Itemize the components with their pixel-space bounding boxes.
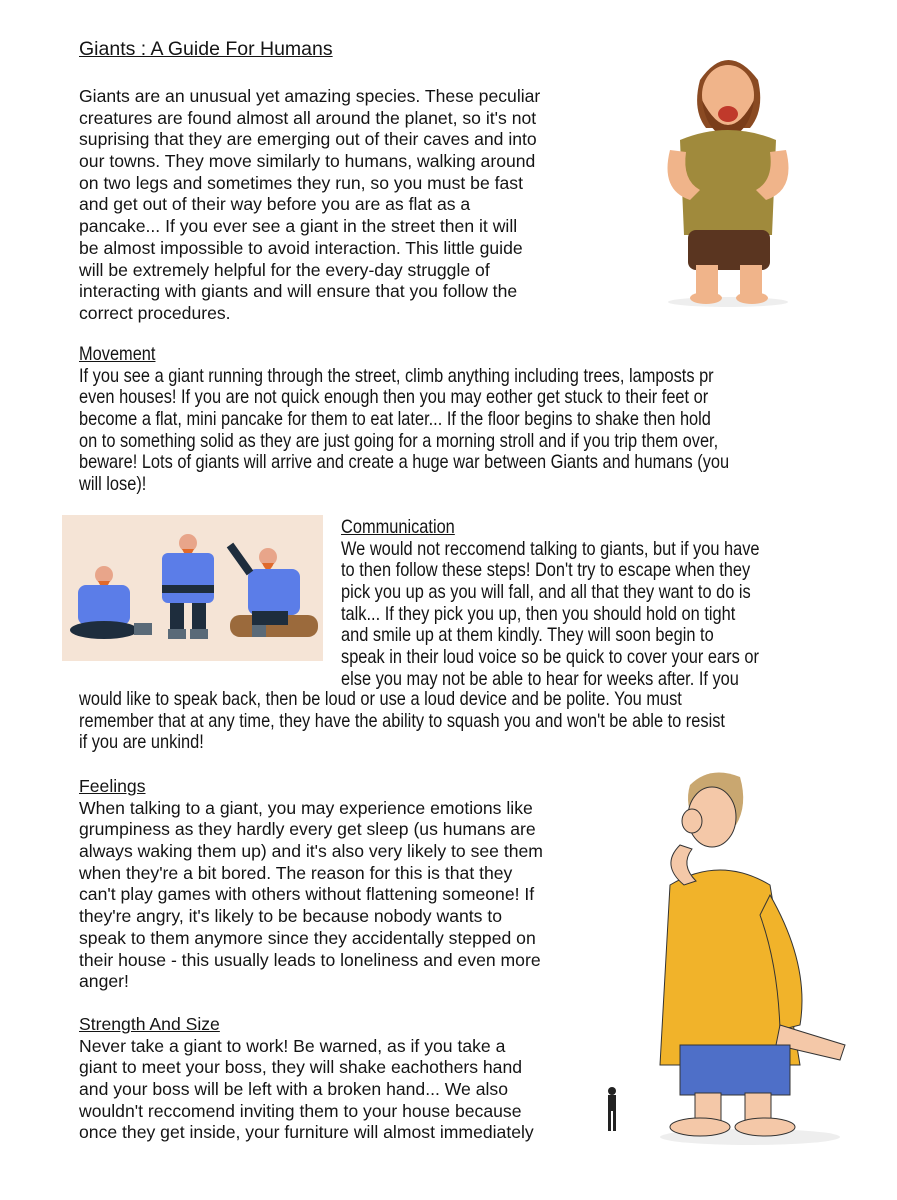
strength-heading: Strength And Size [79, 1014, 220, 1034]
text-line: when they're a bit bored. The reason for this is that they [79, 862, 513, 883]
text-line: and your boss will be left with a broken hand... We also [79, 1079, 509, 1100]
text-line: speak in their loud voice so be quick to cover your ears or [341, 646, 759, 669]
text-line: pancake... If you ever see a giant in the street then it will [79, 216, 518, 237]
text-line: anger! [79, 971, 129, 992]
text-line: and smile up at them kindly. They will soon begin to [341, 624, 714, 647]
movement-section [79, 344, 853, 496]
text-line: on to something solid as they are just going for a morning stroll and if you trip them over, [79, 429, 719, 452]
text-line: talk... If they pick you up, then you should hold on tight [341, 602, 736, 625]
text-line: giant to meet your boss, they will shake eachothers hand [79, 1057, 523, 1078]
text-line: If you see a giant running through the street, climb anything including trees, lamposts pr [79, 364, 714, 387]
text-line: always waking them up) and it's also very likely to see them [79, 841, 543, 862]
text-line: our towns. They move similarly to humans, walking around [79, 151, 536, 172]
intro-paragraph [79, 86, 540, 325]
text-line: When talking to a giant, you may experience emotions like [79, 797, 533, 818]
text-line: will lose)! [79, 473, 147, 496]
text-line: would like to speak back, then be loud or use a loud device and be polite. You must [79, 688, 682, 710]
text-line: speak to them anymore since they accidentally stepped on [79, 927, 536, 948]
text-line: even houses! If you are not quick enough then you may eother get stuck to their feet or [79, 386, 709, 409]
text-line: on two legs and sometimes they run, so you must be fast [79, 172, 523, 193]
text-line: else you may not be able to hear for weeks after. If you [341, 667, 739, 690]
three-giants-illustration [62, 515, 323, 661]
text-line: to then follow these steps! Don't try to escape when they [341, 559, 751, 582]
feelings-section [79, 776, 543, 993]
text-line: become a flat, mini pancake for them to eat later... If the floor begins to shake then hold [79, 408, 711, 431]
text-line: pick you up as you will fall, and all that they want to do is [341, 581, 751, 604]
tiny-human-figure [608, 1087, 616, 1131]
text-line: they're angry, it's likely to be because nobody wants to [79, 906, 503, 927]
text-line: Giants are an unusual yet amazing species. These peculiar [79, 86, 541, 106]
text-line: will be extremely helpful for the every-day struggle of [79, 259, 490, 280]
text-line: and get out of their way before you are as flat as a [79, 194, 471, 215]
text-line: suprising that they are emerging out of their caves and into [79, 129, 537, 150]
text-line: grumpiness as they hardly every get sleep (us humans are [79, 819, 536, 840]
text-line: correct procedures. [79, 302, 231, 323]
text-line: once they get inside, your furniture will almost immediately [79, 1122, 534, 1143]
feelings-heading: Feelings [79, 776, 146, 796]
text-line: wouldn't reccomend inviting them to your house because [79, 1100, 522, 1121]
text-line: can't play games with others without flattening someone! If [79, 884, 535, 905]
communication-section-continued [79, 689, 848, 754]
text-line: Never take a giant to work! Be warned, as if you take a [79, 1035, 506, 1056]
page-title: Giants : A Guide For Humans [79, 38, 333, 60]
movement-heading: Movement [79, 343, 156, 365]
text-line: their house - this usually leads to loneliness and even more [79, 949, 541, 970]
communication-section [341, 517, 839, 691]
text-line: beware! Lots of giants will arrive and create a huge war between Giants and humans (you [79, 451, 730, 474]
text-line: We would not reccomend talking to giants, but if you have [341, 537, 760, 560]
happy-giant-illustration [640, 40, 815, 312]
text-line: if you are unkind! [79, 731, 204, 754]
thinking-giant-illustration [600, 765, 850, 1150]
strength-section [79, 1014, 534, 1144]
communication-heading: Communication [341, 516, 455, 538]
text-line: creatures are found almost all around the planet, so it's not [79, 107, 537, 128]
text-line: interacting with giants and will ensure that you follow the [79, 281, 518, 302]
text-line: remember that at any time, they have the ability to squash you and won't be able to resist [79, 709, 725, 732]
text-line: be almost impossible to avoid interaction. This little guide [79, 237, 523, 258]
